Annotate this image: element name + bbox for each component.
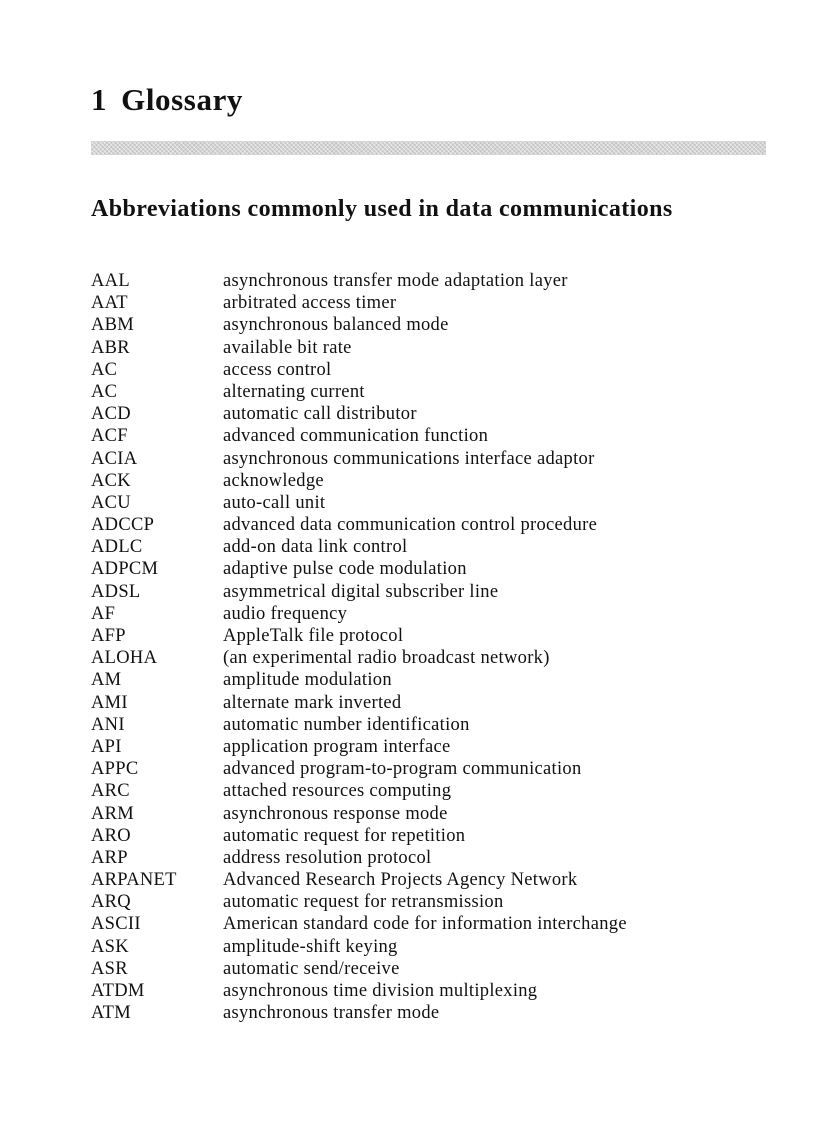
glossary-definition: asynchronous response mode [223,803,448,824]
glossary-abbreviation: AC [91,381,118,402]
glossary-entry [91,359,791,381]
glossary-definition: available bit rate [223,337,352,358]
glossary-entry [91,847,791,869]
glossary-definition: advanced data communication control procedure [223,515,598,536]
glossary-entry [91,448,791,470]
glossary-abbreviation: ACK [91,470,131,491]
glossary-definition: automatic call distributor [223,404,417,425]
glossary-definition: asynchronous transfer mode adaptation layer [223,271,568,291]
glossary-definition: advanced communication function [223,426,489,447]
glossary-abbreviation: ABR [91,337,130,358]
glossary-entry [91,936,791,958]
section-heading: Abbreviations commonly used in data communications [91,196,673,222]
glossary-entry [91,403,791,425]
glossary-definition: attached resources computing [223,781,452,802]
glossary-abbreviation: ACD [91,404,131,425]
glossary-abbreviation: ACF [91,426,128,447]
glossary-entry [91,314,791,336]
glossary-definition: application program interface [223,736,451,757]
glossary-entry [91,803,791,825]
glossary-abbreviation: ABM [91,315,135,336]
glossary-definition: acknowledge [223,470,324,491]
glossary-entry [91,780,791,802]
glossary-entry [91,714,791,736]
glossary-definition: automatic number identification [223,714,470,735]
glossary-entry [91,869,791,891]
glossary-entry [91,913,791,935]
glossary-definition: adaptive pulse code modulation [223,559,467,580]
glossary-entry [91,270,791,292]
decorative-rule-bar [91,141,766,155]
glossary-entry [91,425,791,447]
glossary-abbreviation: ARP [91,847,128,868]
glossary-entry [91,381,791,403]
glossary-entry [91,492,791,514]
glossary-abbreviation: AAT [91,293,128,314]
glossary-entry [91,625,791,647]
glossary-entry [91,669,791,691]
glossary-abbreviation: AFP [91,626,126,646]
glossary-abbreviation: ARPANET [91,870,177,891]
chapter-title [91,80,243,120]
glossary-definition: asymmetrical digital subscriber line [223,581,499,602]
glossary-definition: American standard code for information interchange [223,914,627,935]
glossary-definition: auto-call unit [223,492,326,513]
glossary-definition: access control [223,359,332,380]
glossary-entry [91,470,791,492]
glossary-abbreviation: ASCII [91,914,141,935]
glossary-definition: audio frequency [223,603,348,624]
chapter-title-text: Glossary [121,82,244,117]
glossary-entry [91,603,791,625]
glossary-abbreviation: AMI [91,692,128,713]
glossary-abbreviation: ADCCP [91,515,155,536]
glossary-definition: amplitude modulation [223,670,392,691]
glossary-abbreviation: ADPCM [91,559,159,580]
glossary-entry [91,958,791,980]
glossary-definition: add-on data link control [223,537,408,558]
glossary-abbreviation: API [91,736,122,757]
glossary-definition: arbitrated access timer [223,293,397,314]
glossary-definition: asynchronous communications interface adaptor [223,448,595,469]
glossary-entry [91,980,791,1002]
glossary-abbreviation: ARQ [91,892,131,913]
glossary-entry [91,736,791,758]
glossary-entry [91,1002,791,1024]
glossary-abbreviation: ADSL [91,581,141,602]
glossary-abbreviation: ANI [91,714,125,735]
glossary-entry [91,292,791,314]
glossary-definition: asynchronous transfer mode [223,1003,440,1024]
glossary-abbreviation: ATDM [91,981,145,1001]
glossary-entry [91,514,791,536]
glossary-definition: amplitude-shift keying [223,936,398,957]
glossary-definition: automatic send/receive [223,958,400,979]
glossary-definition: AppleTalk file protocol [223,626,404,646]
glossary-abbreviation: APPC [91,759,139,780]
glossary-abbreviation: AM [91,670,122,691]
glossary-abbreviation: ACU [91,492,131,513]
glossary-abbreviation: ATM [91,1003,131,1024]
glossary-entry [91,558,791,580]
glossary-definition: alternating current [223,381,365,402]
glossary-definition: asynchronous time division multiplexing [223,981,538,1001]
glossary-entry [91,647,791,669]
glossary-definition: alternate mark inverted [223,692,402,713]
glossary-abbreviation: AF [91,603,116,624]
glossary-entry [91,692,791,714]
glossary-abbreviation: ARC [91,781,130,802]
glossary-definition: advanced program-to-program communication [223,759,582,780]
glossary-entry [91,536,791,558]
glossary-definition: automatic request for repetition [223,825,466,846]
glossary-entry [91,337,791,359]
glossary-abbreviation: ARO [91,825,131,846]
glossary-entry [91,891,791,913]
glossary-definition: (an experimental radio broadcast network) [223,648,550,669]
glossary-definition: address resolution protocol [223,847,432,868]
glossary-abbreviation: ASK [91,936,129,957]
glossary-abbreviation: ALOHA [91,648,158,669]
glossary-list [91,270,791,1024]
chapter-number: 1 [91,82,108,117]
glossary-definition: Advanced Research Projects Agency Network [223,870,578,891]
glossary-entry [91,758,791,780]
glossary-abbreviation: AAL [91,271,130,291]
glossary-abbreviation: ADLC [91,537,143,558]
glossary-definition: asynchronous balanced mode [223,315,449,336]
glossary-abbreviation: ASR [91,958,128,979]
glossary-definition: automatic request for retransmission [223,892,504,913]
glossary-abbreviation: ACIA [91,448,138,469]
glossary-abbreviation: AC [91,359,118,380]
glossary-abbreviation: ARM [91,803,135,824]
glossary-entry [91,581,791,603]
glossary-entry [91,825,791,847]
